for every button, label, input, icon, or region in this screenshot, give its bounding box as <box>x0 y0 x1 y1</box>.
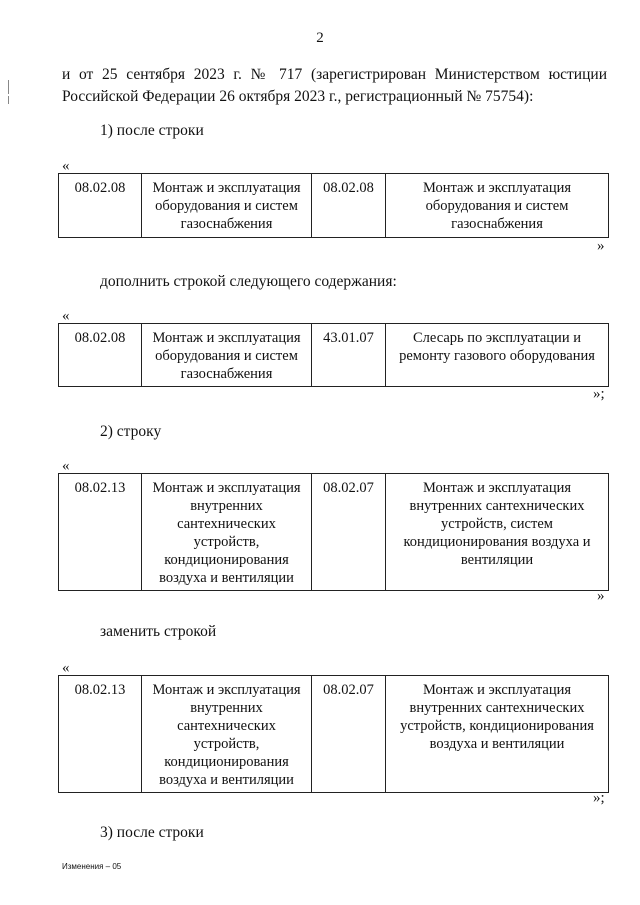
intro-paragraph <box>62 64 607 108</box>
profession-cell: Монтаж и эксплуатация внутренних сантехнических устройств, кондиционирования воздуха и вентиляции <box>142 676 312 793</box>
footer-revision: Изменения – 05 <box>62 862 122 871</box>
table-row <box>59 676 609 793</box>
section-1-table <box>58 173 609 238</box>
code-cell: 43.01.07 <box>312 324 386 387</box>
table-row <box>59 174 609 238</box>
profession-cell: Монтаж и эксплуатация внутренних сантехнических устройств, кондиционирования воздуха и вентиляции <box>386 676 609 793</box>
section-2-table <box>58 323 609 387</box>
section-1-close-quote: » <box>597 238 605 254</box>
section-4-heading: заменить строкой <box>100 623 217 640</box>
section-3-open-quote: « <box>62 458 70 474</box>
section-5-heading: 3) после строки <box>100 824 204 841</box>
table-row <box>59 474 609 591</box>
profession-cell: Монтаж и эксплуатация оборудования и систем газоснабжения <box>386 174 609 238</box>
section-2-close-quote: »; <box>593 386 605 402</box>
table-row <box>59 324 609 387</box>
code-cell: 08.02.08 <box>59 174 142 238</box>
intro-line-1: и от 25 сентября 2023 г. № 717 (зарегистрирован Министерством юстиции <box>62 66 607 83</box>
profession-cell: Монтаж и эксплуатация оборудования и систем газоснабжения <box>142 324 312 387</box>
code-cell: 08.02.13 <box>59 474 142 591</box>
code-cell: 08.02.07 <box>312 676 386 793</box>
margin-mark <box>8 96 9 104</box>
section-4-table <box>58 675 609 793</box>
section-2-open-quote: « <box>62 308 70 324</box>
margin-mark <box>8 80 9 94</box>
section-4-close-quote: »; <box>593 790 605 806</box>
section-3-table <box>58 473 609 591</box>
code-cell: 08.02.08 <box>312 174 386 238</box>
section-3-heading: 2) строку <box>100 423 162 440</box>
intro-line-2: Российской Федерации 26 октября 2023 г., регистрационный № 75754): <box>62 88 534 105</box>
section-4-open-quote: « <box>62 660 70 676</box>
section-1-open-quote: « <box>62 158 70 174</box>
code-cell: 08.02.08 <box>59 324 142 387</box>
profession-cell: Монтаж и эксплуатация оборудования и систем газоснабжения <box>142 174 312 238</box>
page-number: 2 <box>316 30 324 46</box>
profession-cell: Слесарь по эксплуатации и ремонту газового оборудования <box>386 324 609 387</box>
section-3-close-quote: » <box>597 588 605 604</box>
code-cell: 08.02.13 <box>59 676 142 793</box>
section-2-heading: дополнить строкой следующего содержания: <box>100 273 397 290</box>
code-cell: 08.02.07 <box>312 474 386 591</box>
section-1-heading: 1) после строки <box>100 122 204 139</box>
profession-cell: Монтаж и эксплуатация внутренних сантехнических устройств, кондиционирования воздуха и вентиляции <box>142 474 312 591</box>
profession-cell: Монтаж и эксплуатация внутренних сантехнических устройств, систем кондиционирования воздуха и вентиляции <box>386 474 609 591</box>
